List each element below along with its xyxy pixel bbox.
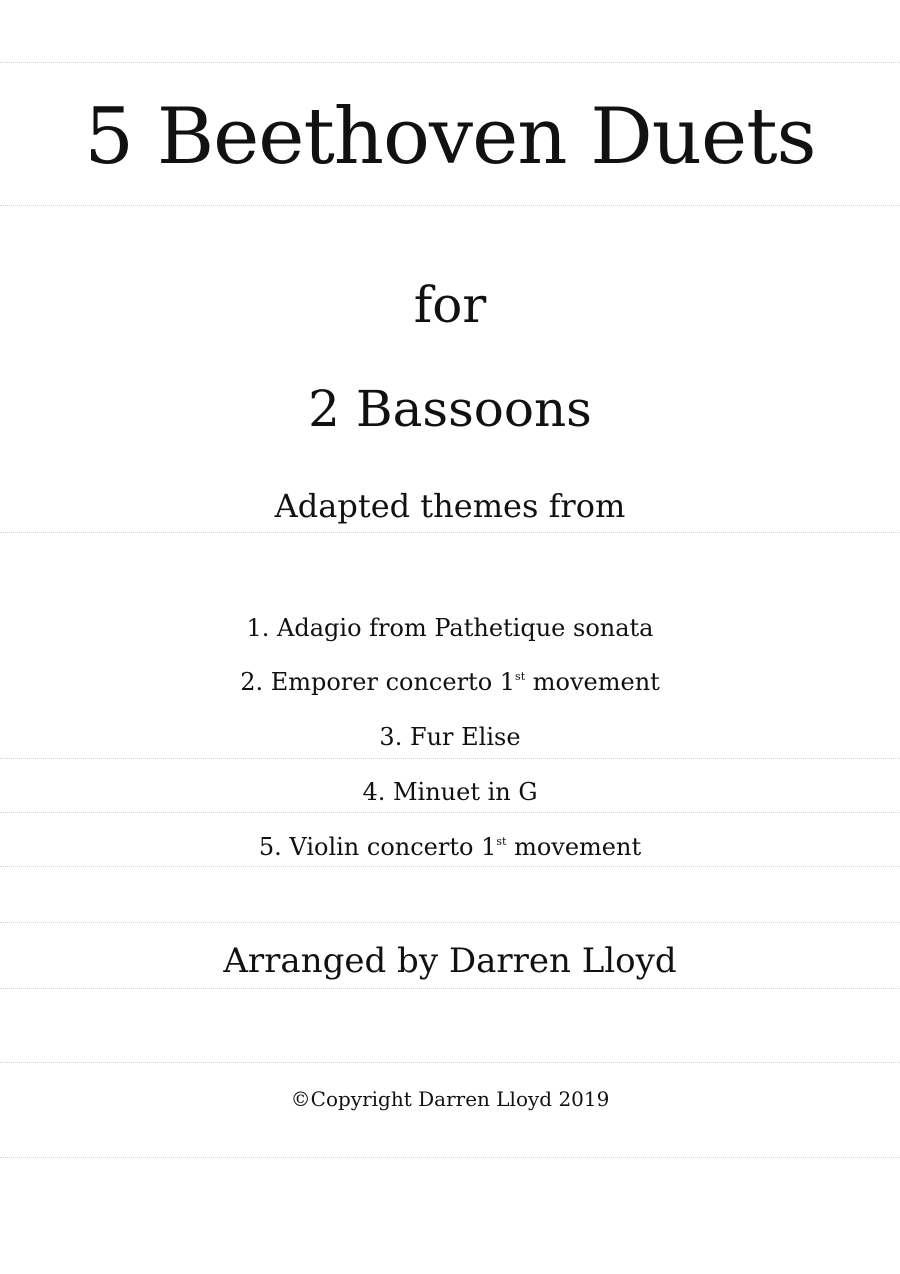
dotted-guide-line xyxy=(0,758,900,759)
instrumentation: 2 Bassoons xyxy=(308,380,592,438)
piece-list-item xyxy=(0,668,900,696)
dotted-guide-line xyxy=(0,62,900,63)
dotted-guide-line xyxy=(0,1062,900,1063)
dotted-guide-line xyxy=(0,866,900,867)
dotted-guide-line xyxy=(0,922,900,923)
adapted-heading: Adapted themes from xyxy=(274,487,626,525)
copyright-notice: ©Copyright Darren Lloyd 2019 xyxy=(290,1087,610,1111)
for-text: for xyxy=(413,276,487,334)
ordinal-suffix: st xyxy=(515,670,526,683)
dotted-guide-line xyxy=(0,205,900,206)
piece-list-item xyxy=(0,833,900,861)
piece-text: 5. Violin concerto 1 xyxy=(258,833,497,861)
ordinal-suffix: st xyxy=(496,835,507,848)
dotted-guide-line xyxy=(0,1157,900,1158)
piece-list-item: 4. Minuet in G xyxy=(362,778,538,806)
piece-list-item: 3. Fur Elise xyxy=(379,723,521,751)
arranger-credit: Arranged by Darren Lloyd xyxy=(223,941,677,981)
dotted-guide-line xyxy=(0,532,900,533)
dotted-guide-line xyxy=(0,812,900,813)
piece-text: 2. Emporer concerto 1 xyxy=(240,668,516,696)
dotted-guide-line xyxy=(0,988,900,989)
document-title: 5 Beethoven Duets xyxy=(84,92,816,182)
piece-text: movement xyxy=(532,668,660,696)
piece-text: movement xyxy=(514,833,642,861)
piece-list-item: 1. Adagio from Pathetique sonata xyxy=(246,614,654,642)
